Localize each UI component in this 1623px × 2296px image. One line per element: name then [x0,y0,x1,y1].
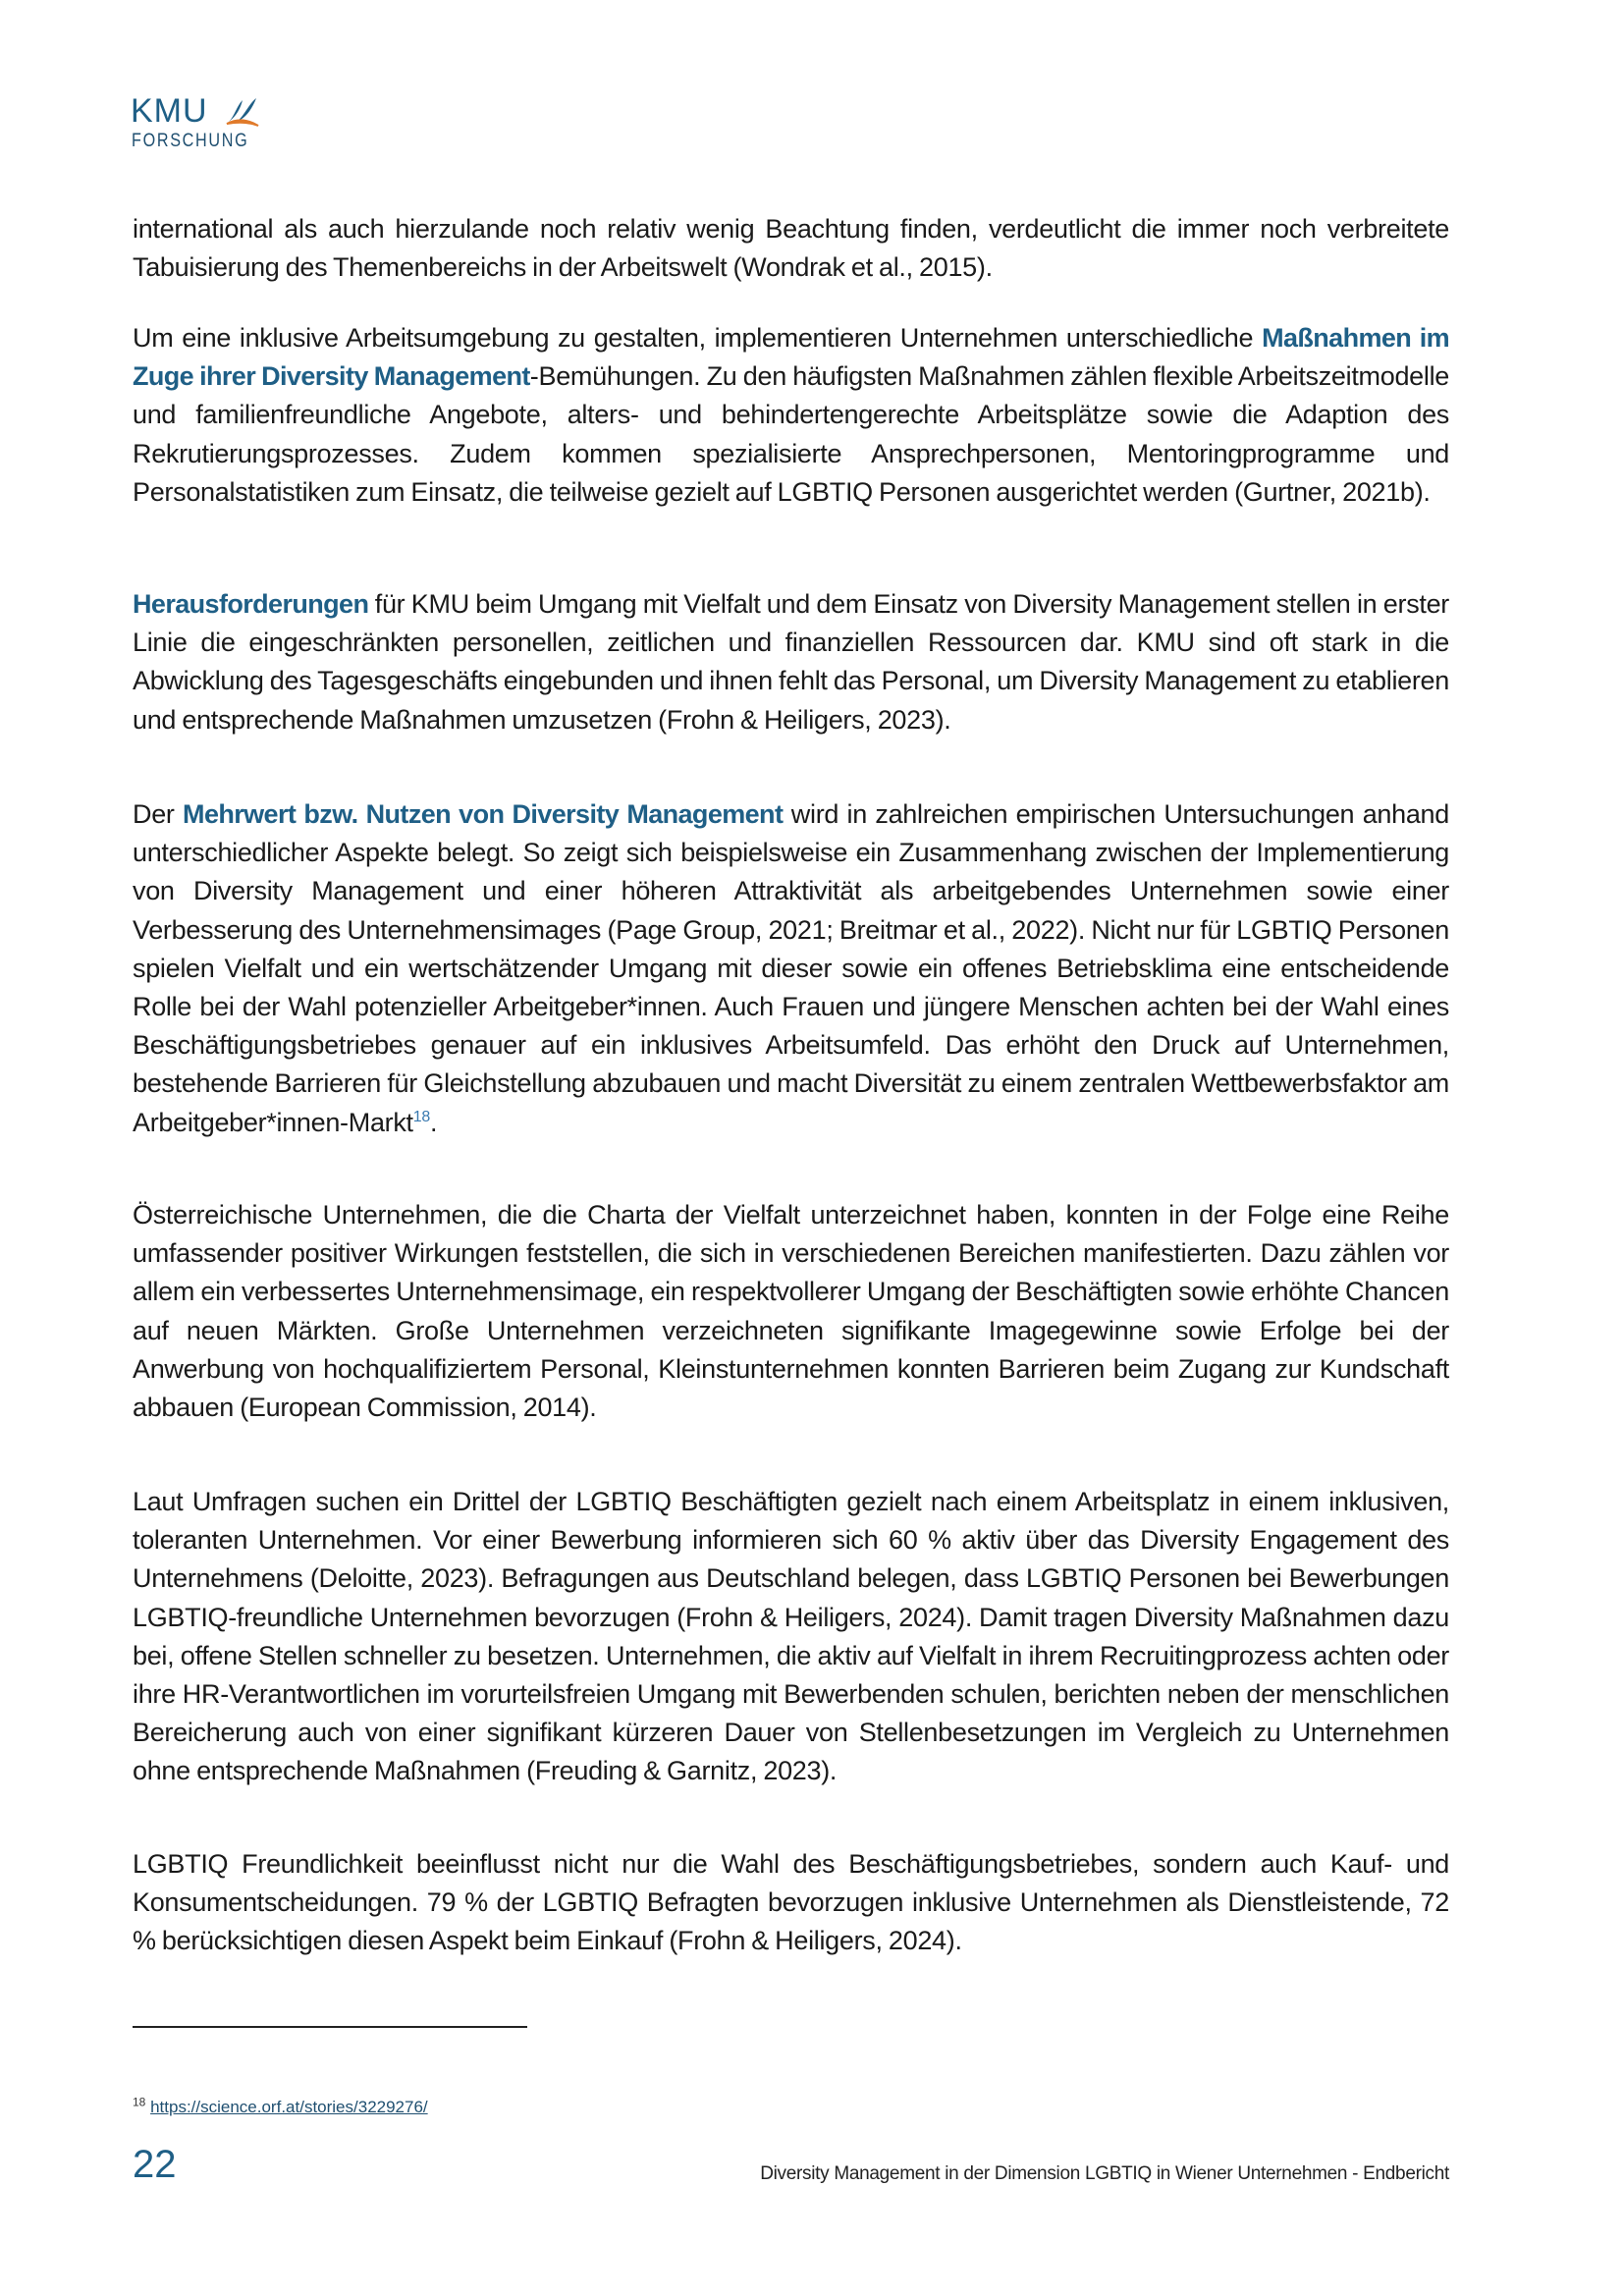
footnote-reference[interactable]: 18 [412,1108,430,1125]
highlight-term: Mehrwert bzw. Nutzen von Diversity Management [183,799,784,829]
text: wird in zahlreichen empirischen Untersuchungen anhand unterschiedlicher Aspekte belegt. So zeigt sich beispielsweise ein Zusammenhang zwischen der Implementierung von Diversity Management und einer höheren Attraktivität als arbeitgebendes Unternehmen sowie einer Verbesserung des Unternehmensimages (Page Group, 2021; Breitmar et al., 2022). Nicht nur für LGBTIQ Personen spielen Vielfalt und ein wertschätzender Umgang mit dieser sowie ein offenes Betriebsklima eine entscheidende Rolle bei der Wahl potenzieller Arbeitgeber*innen. Auch Frauen und jüngere Menschen achten bei der Wahl eines Beschäftigungsbetriebes genauer auf ein inklusives Arbeitsumfeld. Das erhöht den Druck auf Unternehmen, bestehende Barrieren für Gleichstellung abzubauen und macht Diversität zu einem zentralen Wettbewerbsfaktor am Arbeitgeber*innen-Markt [133,799,1449,1137]
paragraph-1 [133,210,1449,287]
paragraph-6 [133,1483,1449,1791]
kmu-forschung-logo [131,94,268,153]
footnote-separator [133,2026,527,2028]
highlight-term: Herausforderungen [133,589,369,619]
text: international als auch hierzulande noch relativ wenig Beachtung finden, verdeutlicht die immer noch verbreitete Tabuisierung des Themenbereichs in der Arbeitswelt (Wondrak et al., 2015). [133,214,1449,283]
paragraph-7 [133,1845,1449,1961]
text: LGBTIQ Freundlichkeit beeinflusst nicht nur die Wahl des Beschäftigungsbetriebes, sondern auch Kauf- und Konsumentscheidungen. 79 % der LGBTIQ Befragten bevorzugen inklusive Unternehmen als Dienstleistende, 72 % berücksichtigen diesen Aspekt beim Einkauf (Frohn & Heiligers, 2024). [133,1849,1449,1956]
text: Österreichische Unternehmen, die die Charta der Vielfalt unterzeichnet haben, konnten in der Folge eine Reihe umfassender positiver Wirkungen feststellen, die sich in verschiedenen Bereichen manifestierten. Dazu zählen vor allem ein verbessertes Unternehmensimage, ein respektvollerer Umgang der Beschäftigten sowie erhöhte Chancen auf neuen Märkten. Große Unternehmen verzeichneten signifikante Imagegewinne sowie Erfolge bei der Anwerbung von hochqualifiziertem Personal, Kleinstunternehmen konnten Barrieren beim Zugang zur Kundschaft abbauen (European Commission, 2014). [133,1200,1449,1423]
text: . [429,1107,438,1137]
page-number: 22 [133,2143,177,2186]
footnote [133,2095,428,2117]
logo-swoosh-icon [225,96,260,130]
paragraph-5 [133,1196,1449,1427]
paragraph-3 [133,585,1449,739]
logo-text-forschung: FORSCHUNG [132,131,249,151]
text: Um eine inklusive Arbeitsumgebung zu gestalten, implementieren Unternehmen unterschiedliche [133,323,1263,353]
text: Der [133,799,184,829]
footnote-number: 18 [133,2095,146,2109]
footnote-link[interactable]: https://science.orf.at/stories/3229276/ [150,2098,428,2116]
paragraph-2 [133,319,1449,512]
highlight-term: Maßnahmen im Zuge ihrer Diversity Management [133,323,1450,392]
footer-title: Diversity Management in der Dimension LGBTIQ in Wiener Unternehmen - Endbericht [760,2163,1449,2184]
logo-text-kmu: KMU [131,92,208,130]
text: -Bemühungen. Zu den häufigsten Maßnahmen zählen flexible Arbeitszeitmodelle und familienfreundliche Angebote, alters- und behindertengerechte Arbeitsplätze sowie die Adaption des Rekrutierungsprozesses. Zudem kommen spezialisierte Ansprechpersonen, Mentoringprogramme und Personalstatistiken zum Einsatz, die teilweise gezielt auf LGBTIQ Personen ausgerichtet werden (Gurtner, 2021b). [133,361,1449,507]
text: Laut Umfragen suchen ein Drittel der LGBTIQ Beschäftigten gezielt nach einem Arbeitsplatz in einem inklusiven, toleranten Unternehmen. Vor einer Bewerbung informieren sich 60 % aktiv über das Diversity Engagement des Unternehmens (Deloitte, 2023). Befragungen aus Deutschland belegen, dass LGBTIQ Personen bei Bewerbungen LGBTIQ-freundliche Unternehmen bevorzugen (Frohn & Heiligers, 2024). Damit tragen Diversity Maßnahmen dazu bei, offene Stellen schneller zu besetzen. Unternehmen, die aktiv auf Vielfalt in ihrem Recruitingprozess achten oder ihre HR-Verantwortlichen im vorurteilsfreien Umgang mit Bewerbenden schulen, berichten neben der menschlichen Bereicherung auch von einer signifikant kürzeren Dauer von Stellenbesetzungen im Vergleich zu Unternehmen ohne entsprechende Maßnahmen (Freuding & Garnitz, 2023). [133,1487,1449,1786]
text: für KMU beim Umgang mit Vielfalt und dem Einsatz von Diversity Management stellen in erster Linie die eingeschränkten personellen, zeitlichen und finanziellen Ressourcen dar. KMU sind oft stark in die Abwicklung des Tagesgeschäfts eingebunden und ihnen fehlt das Personal, um Diversity Management zu etablieren und entsprechende Maßnahmen umzusetzen (Frohn & Heiligers, 2023). [133,589,1449,735]
paragraph-4 [133,795,1449,1142]
